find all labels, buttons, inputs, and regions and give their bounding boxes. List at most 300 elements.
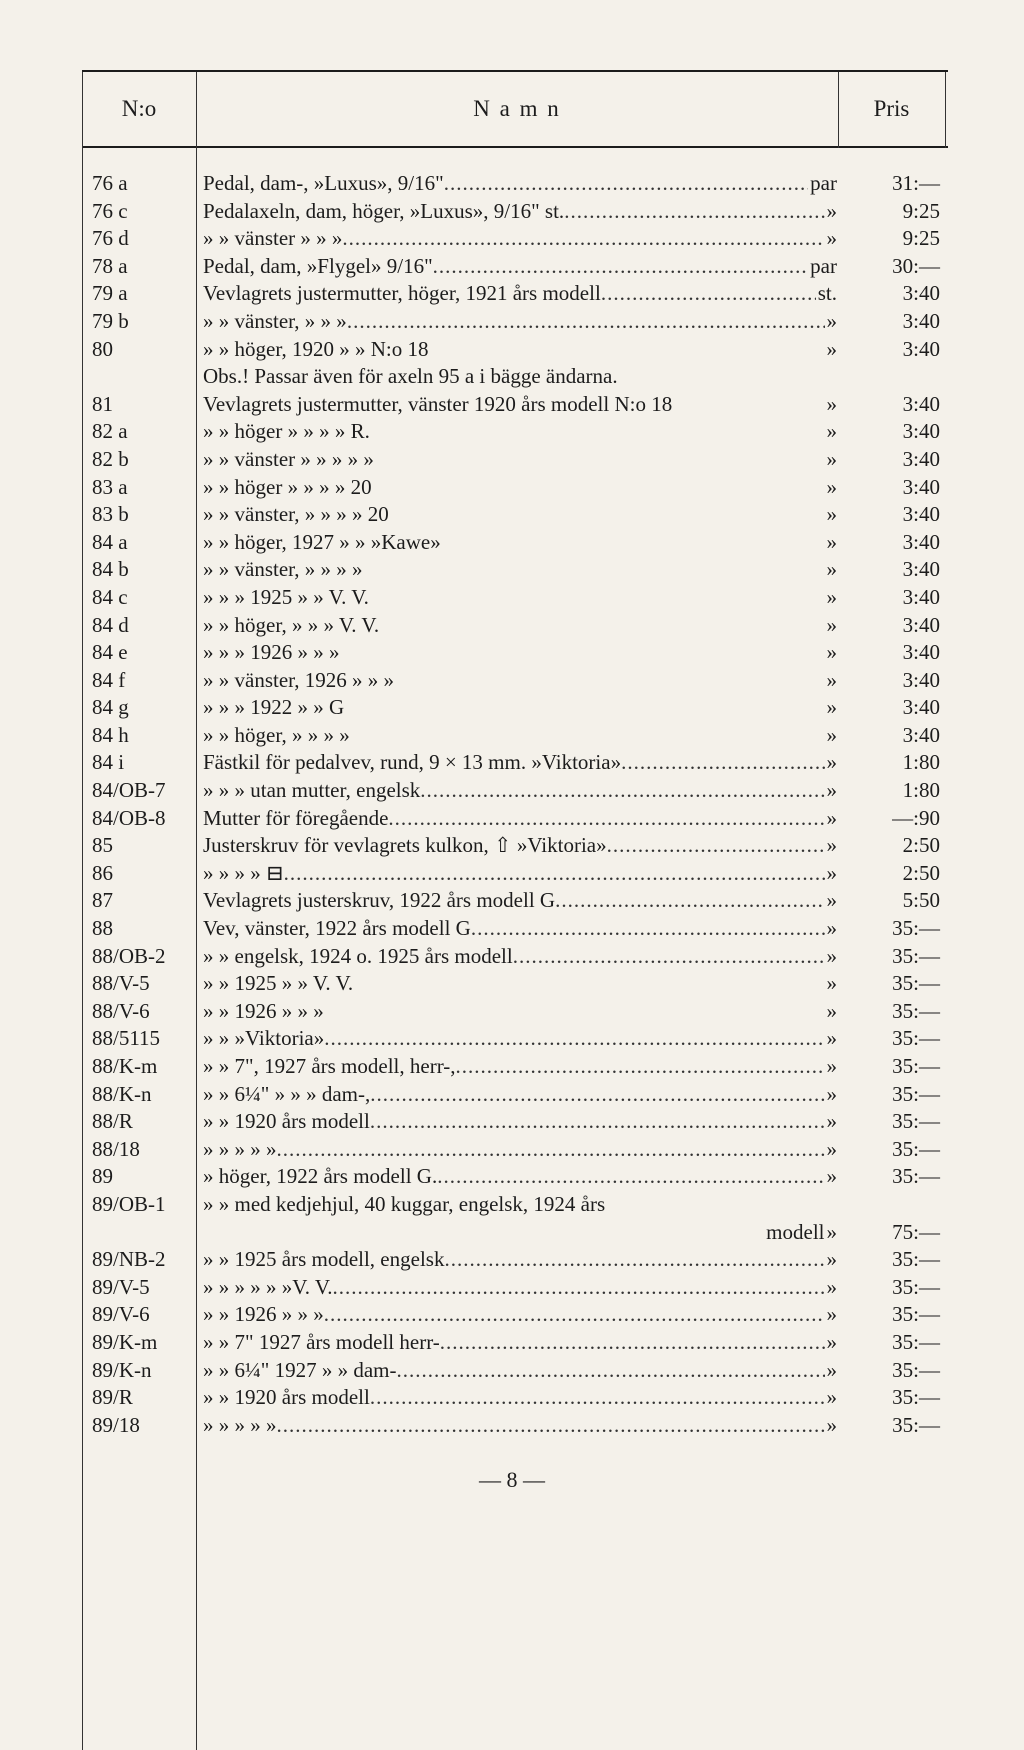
table-row bbox=[0, 749, 1024, 777]
table-row bbox=[0, 1274, 1024, 1302]
dot-leader bbox=[564, 198, 824, 226]
item-name-cell bbox=[203, 1025, 837, 1053]
table-row bbox=[0, 446, 1024, 474]
table-row bbox=[0, 1412, 1024, 1440]
header-price: Pris bbox=[873, 96, 910, 121]
table-row bbox=[0, 639, 1024, 667]
item-price: 3:40 bbox=[902, 474, 940, 499]
item-price: 1:80 bbox=[902, 778, 940, 803]
item-price: 3:40 bbox=[902, 722, 940, 747]
item-price: 9:25 bbox=[902, 198, 940, 223]
item-name-cell bbox=[203, 749, 837, 777]
item-number: 83 b bbox=[92, 502, 129, 527]
item-name: » » » 1926 » » » bbox=[203, 640, 340, 665]
item-name: » » med kedjehjul, 40 kuggar, engelsk, 1924 års bbox=[203, 1191, 606, 1216]
table-row bbox=[0, 1053, 1024, 1081]
item-unit: » bbox=[826, 1302, 837, 1327]
item-name: » » 1926 » » » bbox=[203, 1302, 324, 1327]
header-name: N a m n bbox=[473, 96, 561, 121]
item-name: » » höger, 1927 » » »Kawe» bbox=[203, 529, 441, 554]
item-name: » » » utan mutter, engelsk bbox=[203, 778, 421, 803]
item-name: » » 1920 års modell bbox=[203, 1109, 370, 1134]
item-name: » » höger, » » » V. V. bbox=[203, 612, 380, 637]
item-unit: » bbox=[826, 1412, 837, 1437]
table-row bbox=[0, 943, 1024, 971]
item-name-cell bbox=[203, 170, 837, 198]
item-name-cell bbox=[203, 832, 837, 860]
item-number: 89/K-m bbox=[92, 1329, 158, 1354]
item-name-cell bbox=[203, 639, 837, 667]
dot-leader bbox=[347, 308, 825, 336]
item-unit: » bbox=[826, 584, 837, 609]
item-name-cell bbox=[203, 1329, 837, 1357]
item-number: 89/V-6 bbox=[92, 1302, 150, 1327]
dot-leader bbox=[284, 860, 825, 888]
item-price: 3:40 bbox=[902, 391, 940, 416]
table-row bbox=[0, 915, 1024, 943]
item-name: Pedal, dam, »Flygel» 9/16" bbox=[203, 253, 433, 278]
right-border bbox=[945, 72, 946, 148]
item-name: » » vänster » » » » » bbox=[203, 446, 374, 471]
item-number: 84/OB-7 bbox=[92, 778, 166, 803]
item-name: » » » 1922 » » G bbox=[203, 695, 345, 720]
dot-leader bbox=[607, 832, 825, 860]
item-name: Fästkil för pedalvev, rund, 9 × 13 mm. »Viktoria» bbox=[203, 750, 622, 775]
dot-leader bbox=[277, 1412, 825, 1440]
item-name-cell bbox=[203, 998, 837, 1026]
item-unit: » bbox=[826, 750, 837, 775]
item-price: 35:— bbox=[892, 1329, 940, 1354]
item-name-cell bbox=[203, 1191, 837, 1219]
item-number: 89/18 bbox=[92, 1412, 140, 1437]
spacer bbox=[370, 418, 825, 446]
item-unit: » bbox=[826, 943, 837, 968]
dot-leader bbox=[601, 280, 816, 308]
item-name: » » 6¼" 1927 » » dam- bbox=[203, 1357, 397, 1382]
item-price: 35:— bbox=[892, 1136, 940, 1161]
item-name-cell bbox=[203, 225, 837, 253]
item-name: Vevlagrets justermutter, höger, 1921 års modell bbox=[203, 281, 601, 306]
item-unit: » bbox=[826, 1164, 837, 1189]
item-name: Vev, vänster, 1922 års modell G bbox=[203, 916, 471, 941]
item-price: 35:— bbox=[892, 1054, 940, 1078]
item-unit: » bbox=[826, 1026, 837, 1051]
item-name-cell bbox=[203, 1274, 837, 1302]
item-name: Vevlagrets justerskruv, 1922 års modell G bbox=[203, 888, 556, 913]
dot-leader bbox=[370, 1081, 824, 1109]
item-name: » » engelsk, 1924 o. 1925 års modell bbox=[203, 943, 513, 968]
item-name: » » » » » »V. V. bbox=[203, 1274, 333, 1299]
item-name: Pedalaxeln, dam, höger, »Luxus», 9/16" st. bbox=[203, 198, 565, 223]
dot-leader bbox=[420, 777, 824, 805]
item-price: 3:40 bbox=[902, 529, 940, 554]
item-name: » » vänster, » » » » bbox=[203, 557, 363, 582]
item-number: 88/R bbox=[92, 1109, 133, 1134]
item-name: » » vänster, » » » bbox=[203, 308, 347, 333]
item-unit: » bbox=[826, 805, 837, 830]
dot-leader bbox=[433, 253, 809, 281]
item-price: 3:40 bbox=[902, 584, 940, 609]
item-unit: » bbox=[826, 998, 837, 1023]
item-number: 88/V-6 bbox=[92, 998, 150, 1023]
table-row bbox=[0, 805, 1024, 833]
item-unit: » bbox=[826, 888, 837, 913]
item-name-cell bbox=[203, 336, 837, 364]
item-name-cell bbox=[203, 694, 837, 722]
dot-leader bbox=[440, 1329, 825, 1357]
item-name: » » höger » » » » R. bbox=[203, 419, 370, 444]
item-number: 89/K-n bbox=[92, 1357, 152, 1382]
item-name-cell bbox=[203, 1246, 837, 1274]
table-row bbox=[0, 887, 1024, 915]
item-unit: » bbox=[826, 1054, 837, 1078]
table-row bbox=[0, 832, 1024, 860]
table-row bbox=[0, 1163, 1024, 1191]
item-unit: » bbox=[826, 446, 837, 471]
item-unit: » bbox=[826, 502, 837, 527]
table-row bbox=[0, 1357, 1024, 1385]
item-name-cell bbox=[203, 1136, 837, 1164]
header-no: N:o bbox=[121, 96, 157, 121]
item-unit: » bbox=[826, 860, 837, 885]
item-number: 88/5115 bbox=[92, 1026, 161, 1051]
page-number: — 8 — bbox=[479, 1467, 545, 1492]
item-price: 75:— bbox=[892, 1219, 940, 1244]
table-row bbox=[0, 584, 1024, 612]
item-unit: » bbox=[826, 1081, 837, 1106]
item-unit: » bbox=[826, 916, 837, 941]
item-price: 3:40 bbox=[902, 612, 940, 637]
item-name-cell bbox=[203, 280, 837, 308]
item-number: 84/OB-8 bbox=[92, 805, 166, 830]
item-price: 35:— bbox=[892, 998, 940, 1023]
table-row bbox=[0, 280, 1024, 308]
table-row bbox=[0, 363, 1024, 391]
spacer bbox=[369, 584, 825, 612]
table-row bbox=[0, 170, 1024, 198]
item-unit: » bbox=[826, 529, 837, 554]
table-row bbox=[0, 860, 1024, 888]
item-name-cell bbox=[203, 777, 837, 805]
item-unit: » bbox=[826, 1329, 837, 1354]
item-number: 79 a bbox=[92, 281, 128, 306]
item-name-cell bbox=[203, 418, 837, 446]
item-name-cell bbox=[203, 1053, 837, 1081]
dot-leader bbox=[342, 225, 824, 253]
item-price: 3:40 bbox=[902, 446, 940, 471]
item-name: » höger, 1922 års modell G. bbox=[203, 1164, 438, 1189]
table-row bbox=[0, 777, 1024, 805]
item-price: 2:50 bbox=[902, 860, 940, 885]
dot-leader bbox=[471, 915, 825, 943]
item-unit: » bbox=[826, 336, 837, 361]
item-number: 86 bbox=[92, 860, 113, 885]
item-price: 3:40 bbox=[902, 667, 940, 692]
dot-leader bbox=[324, 1301, 825, 1329]
item-name: » » 7" 1927 års modell herr- bbox=[203, 1329, 440, 1354]
item-name: » » 1925 » » V. V. bbox=[203, 971, 354, 996]
item-unit: » bbox=[826, 722, 837, 747]
item-name-cell bbox=[203, 253, 837, 281]
spacer bbox=[363, 556, 825, 584]
item-name: » » » 1925 » » V. V. bbox=[203, 584, 369, 609]
dot-leader bbox=[444, 1246, 824, 1274]
item-name: » » » » » bbox=[203, 1412, 277, 1437]
item-number: 88/OB-2 bbox=[92, 943, 166, 968]
item-unit: » bbox=[826, 1136, 837, 1161]
item-number: 83 a bbox=[92, 474, 128, 499]
item-price: 3:40 bbox=[902, 557, 940, 582]
item-number: 89/NB-2 bbox=[92, 1247, 166, 1272]
item-name-cell bbox=[203, 474, 837, 502]
item-unit: » bbox=[826, 612, 837, 637]
item-number: 88/K-n bbox=[92, 1081, 152, 1106]
spacer bbox=[379, 612, 824, 640]
item-name: » » »Viktoria» bbox=[203, 1026, 325, 1051]
item-name-cell bbox=[203, 1301, 837, 1329]
item-name: » » vänster » » » bbox=[203, 226, 343, 251]
item-unit: » bbox=[826, 1357, 837, 1382]
item-price: 35:— bbox=[892, 943, 940, 968]
item-number: 89/OB-1 bbox=[92, 1191, 166, 1216]
item-number: 88/K-m bbox=[92, 1054, 158, 1078]
item-unit: » bbox=[826, 1385, 837, 1410]
item-number: 84 b bbox=[92, 557, 129, 582]
item-number: 89/R bbox=[92, 1385, 133, 1410]
dot-leader bbox=[324, 1025, 824, 1053]
spacer bbox=[353, 970, 824, 998]
spacer bbox=[441, 529, 825, 557]
item-name-cell bbox=[203, 1108, 837, 1136]
item-name: » » 1920 års modell bbox=[203, 1385, 370, 1410]
spacer bbox=[372, 474, 825, 502]
item-name-cell bbox=[203, 1412, 837, 1440]
table-row bbox=[0, 667, 1024, 695]
item-price: 35:— bbox=[892, 1164, 940, 1189]
item-name: Obs.! Passar även för axeln 95 a i bägge ändarna. bbox=[203, 364, 618, 389]
table-row bbox=[0, 1219, 1024, 1247]
table-row bbox=[0, 612, 1024, 640]
item-price: 35:— bbox=[892, 971, 940, 996]
item-name: modell bbox=[766, 1219, 825, 1244]
item-number: 88/18 bbox=[92, 1136, 140, 1161]
item-unit: par bbox=[810, 253, 837, 278]
item-number: 76 c bbox=[92, 198, 128, 223]
table-row bbox=[0, 253, 1024, 281]
item-unit: » bbox=[826, 971, 837, 996]
item-number: 88 bbox=[92, 916, 113, 941]
dot-leader bbox=[437, 1163, 824, 1191]
item-name-cell bbox=[203, 943, 837, 971]
item-unit: » bbox=[826, 226, 837, 251]
item-name-cell bbox=[203, 887, 837, 915]
item-price: 3:40 bbox=[902, 419, 940, 444]
item-name: Justerskruv för vevlagrets kulkon, ⇧ »Viktoria» bbox=[203, 833, 607, 858]
item-price: 35:— bbox=[892, 1026, 940, 1051]
item-price: 35:— bbox=[892, 1385, 940, 1410]
item-number: 82 a bbox=[92, 419, 128, 444]
item-name: Vevlagrets justermutter, vänster 1920 års modell N:o 18 bbox=[203, 391, 673, 416]
item-price: 5:50 bbox=[902, 888, 940, 913]
item-name-cell bbox=[203, 722, 837, 750]
item-number: 79 b bbox=[92, 308, 129, 333]
item-price: 3:40 bbox=[902, 695, 940, 720]
top-rule bbox=[82, 70, 948, 72]
item-price: 35:— bbox=[892, 1247, 940, 1272]
table-row bbox=[0, 198, 1024, 226]
item-name: » » höger, » » » » bbox=[203, 722, 350, 747]
item-price: —:90 bbox=[892, 805, 940, 830]
item-name-cell bbox=[203, 391, 837, 419]
item-number: 84 a bbox=[92, 529, 128, 554]
table-row bbox=[0, 1301, 1024, 1329]
catalog-table bbox=[0, 170, 1024, 1439]
item-price: 1:80 bbox=[902, 750, 940, 775]
spacer bbox=[428, 336, 824, 364]
item-name-cell bbox=[203, 805, 837, 833]
item-name: » » vänster, » » » » 20 bbox=[203, 502, 389, 527]
item-name-cell bbox=[203, 1384, 837, 1412]
item-number: 84 d bbox=[92, 612, 129, 637]
item-price: 35:— bbox=[892, 1302, 940, 1327]
item-unit: » bbox=[826, 1219, 837, 1244]
item-unit: » bbox=[826, 198, 837, 223]
table-row bbox=[0, 1191, 1024, 1219]
item-name: Pedal, dam-, »Luxus», 9/16" bbox=[203, 171, 444, 195]
spacer bbox=[394, 667, 824, 695]
item-unit: » bbox=[826, 474, 837, 499]
table-row bbox=[0, 529, 1024, 557]
dot-leader bbox=[277, 1136, 825, 1164]
dot-leader bbox=[444, 170, 808, 198]
spacer bbox=[350, 722, 825, 750]
item-price: 30:— bbox=[892, 253, 940, 278]
header-bottom-rule bbox=[82, 146, 948, 148]
table-row bbox=[0, 722, 1024, 750]
item-price: 35:— bbox=[892, 1412, 940, 1437]
spacer bbox=[324, 998, 825, 1026]
dot-leader bbox=[456, 1053, 825, 1081]
item-price: 35:— bbox=[892, 1274, 940, 1299]
item-number: 84 i bbox=[92, 750, 125, 775]
item-unit: » bbox=[826, 391, 837, 416]
item-name-cell bbox=[203, 198, 837, 226]
item-price: 31:— bbox=[892, 171, 940, 195]
table-row bbox=[0, 391, 1024, 419]
table-row bbox=[0, 1108, 1024, 1136]
item-price: 35:— bbox=[892, 1357, 940, 1382]
spacer bbox=[344, 694, 824, 722]
item-name-cell bbox=[203, 1219, 837, 1247]
item-name-cell bbox=[203, 501, 837, 529]
item-number: 82 b bbox=[92, 446, 129, 471]
item-number: 89/V-5 bbox=[92, 1274, 150, 1299]
item-number: 76 d bbox=[92, 226, 129, 251]
item-name: » » höger » » » » 20 bbox=[203, 474, 372, 499]
table-row bbox=[0, 225, 1024, 253]
item-number: 84 c bbox=[92, 584, 128, 609]
item-name: Mutter för föregående bbox=[203, 805, 389, 830]
dot-leader bbox=[621, 749, 824, 777]
dot-leader bbox=[388, 805, 824, 833]
item-number: 76 a bbox=[92, 171, 128, 195]
item-number: 89 bbox=[92, 1164, 113, 1189]
item-name-cell bbox=[203, 970, 837, 998]
item-number: 81 bbox=[92, 391, 113, 416]
item-name-cell bbox=[203, 1357, 837, 1385]
item-number: 84 f bbox=[92, 667, 126, 692]
spacer bbox=[340, 639, 825, 667]
item-name-cell bbox=[203, 1081, 837, 1109]
table-row bbox=[0, 1246, 1024, 1274]
item-name-cell bbox=[203, 584, 837, 612]
table-row bbox=[0, 474, 1024, 502]
item-price: 9:25 bbox=[902, 226, 940, 251]
item-price: 35:— bbox=[892, 916, 940, 941]
item-name-cell bbox=[203, 556, 837, 584]
dot-leader bbox=[370, 1108, 825, 1136]
item-name: » » 6¼" » » » dam-, bbox=[203, 1081, 371, 1106]
item-number: 85 bbox=[92, 833, 113, 858]
item-number: 84 e bbox=[92, 640, 128, 665]
item-number: 87 bbox=[92, 888, 113, 913]
table-row bbox=[0, 998, 1024, 1026]
item-name: » » vänster, 1926 » » » bbox=[203, 667, 395, 692]
item-number: 88/V-5 bbox=[92, 971, 150, 996]
item-unit: » bbox=[826, 833, 837, 858]
dot-leader bbox=[513, 943, 825, 971]
item-name-cell bbox=[203, 860, 837, 888]
dot-leader bbox=[396, 1357, 824, 1385]
item-name-cell bbox=[203, 612, 837, 640]
table-row bbox=[0, 1384, 1024, 1412]
item-name: » » » » ⊟ bbox=[203, 860, 284, 885]
item-unit: st. bbox=[817, 281, 837, 306]
dot-leader bbox=[555, 887, 824, 915]
item-unit: » bbox=[826, 419, 837, 444]
table-row bbox=[0, 1081, 1024, 1109]
table-row bbox=[0, 308, 1024, 336]
item-unit: » bbox=[826, 695, 837, 720]
spacer bbox=[389, 501, 825, 529]
spacer bbox=[374, 446, 825, 474]
item-name: » » höger, 1920 » » N:o 18 bbox=[203, 336, 429, 361]
table-row bbox=[0, 970, 1024, 998]
item-unit: par bbox=[810, 171, 837, 195]
dot-leader bbox=[370, 1384, 825, 1412]
table-row bbox=[0, 336, 1024, 364]
item-name: » » 1926 » » » bbox=[203, 998, 324, 1023]
item-name-cell bbox=[203, 529, 837, 557]
item-name: » » 1925 års modell, engelsk bbox=[203, 1247, 445, 1272]
item-price: 3:40 bbox=[902, 281, 940, 306]
item-price: 3:40 bbox=[902, 502, 940, 527]
item-unit: » bbox=[826, 1109, 837, 1134]
item-name-cell bbox=[203, 363, 837, 391]
table-row bbox=[0, 418, 1024, 446]
item-number: 84 g bbox=[92, 695, 129, 720]
item-unit: » bbox=[826, 557, 837, 582]
item-price: 2:50 bbox=[902, 833, 940, 858]
table-row bbox=[0, 694, 1024, 722]
item-unit: » bbox=[826, 308, 837, 333]
item-number: 84 h bbox=[92, 722, 129, 747]
item-name-cell bbox=[203, 667, 837, 695]
item-name-cell bbox=[203, 1163, 837, 1191]
item-name-cell bbox=[203, 446, 837, 474]
item-name: » » 7", 1927 års modell, herr-, bbox=[203, 1054, 456, 1078]
spacer bbox=[672, 391, 824, 419]
